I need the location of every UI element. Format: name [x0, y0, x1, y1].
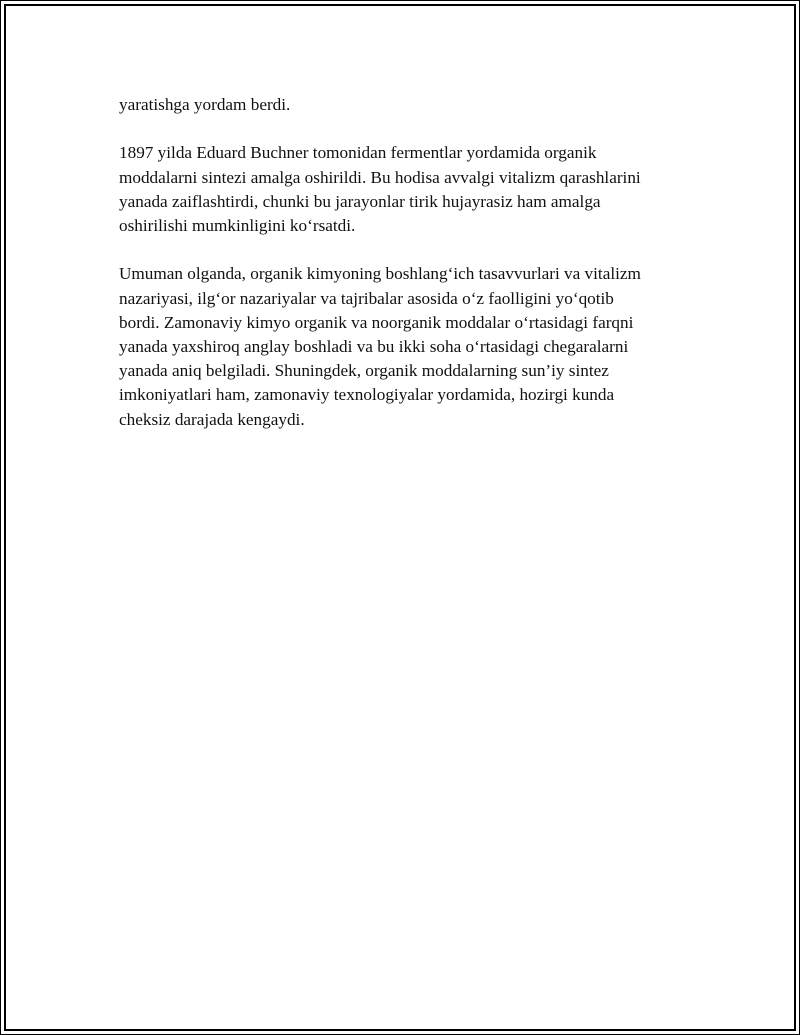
paragraph-2: [119, 141, 694, 238]
text-line: yanada zaiflashtirdi, chunki bu jarayonlar tirik hujayrasiz ham amalga: [119, 191, 601, 211]
text-line: 1897 yilda Eduard Buchner tomonidan fermentlar yordamida organik: [119, 143, 597, 163]
text-line: bordi. Zamonaviy kimyo organik va noorganik moddalar o‘rtasidagi farqni: [119, 312, 634, 332]
text-line: yanada aniq belgiladi. Shuningdek, organik moddalarning sun’iy sintez: [119, 361, 609, 381]
text-line: Umuman olganda, organik kimyoning boshlang‘ich tasavvurlari va vitalizm: [119, 264, 641, 284]
text-line: cheksiz darajada kengaydi.: [119, 409, 305, 429]
text-line: nazariyasi, ilg‘or nazariyalar va tajribalar asosida o‘z faolligini yo‘qotib: [119, 288, 614, 308]
document-body: [119, 93, 694, 456]
text-line: oshirilishi mumkinligini ko‘rsatdi.: [119, 216, 356, 235]
text-line: yaratishga yordam berdi.: [119, 95, 291, 114]
text-line: imkoniyatlari ham, zamonaviy texnologiyalar yordamida, hozirgi kunda: [119, 385, 615, 405]
paragraph-3: [119, 262, 694, 431]
text-line: yanada yaxshiroq anglay boshladi va bu ikki soha o‘rtasidagi chegaralarni: [119, 337, 629, 356]
text-line: moddalarni sintezi amalga oshirildi. Bu hodisa avvalgi vitalizm qarashlarini: [119, 167, 641, 187]
paragraph-1: [119, 93, 694, 117]
